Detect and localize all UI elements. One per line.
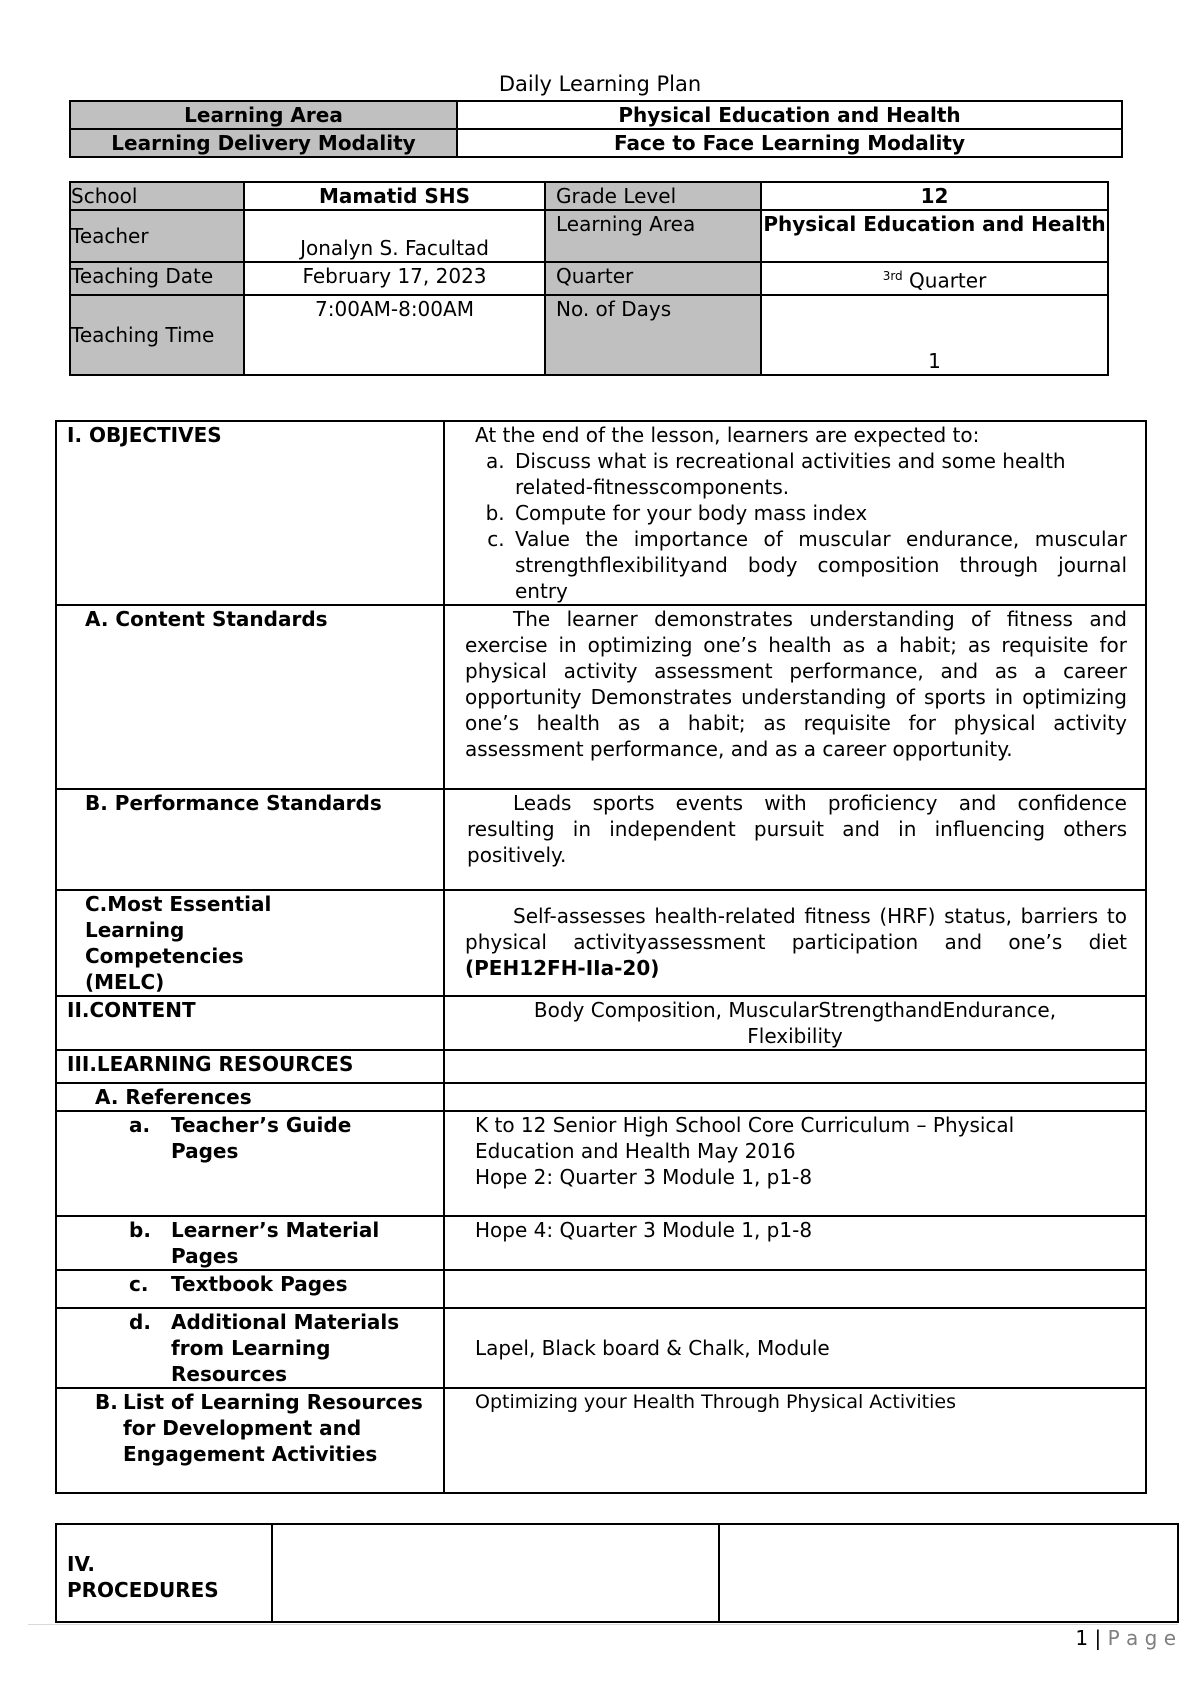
textbook-label: Textbook Pages bbox=[171, 1272, 348, 1296]
learning-resources-value bbox=[444, 1050, 1146, 1083]
school-value: Mamatid SHS bbox=[244, 182, 545, 210]
list-resources-cell: B. List of Learning Resources for Development and Engagement Activities bbox=[56, 1388, 444, 1493]
teaching-time-value: 7:00AM-8:00AM bbox=[244, 295, 545, 375]
content-text: Body Composition, MuscularStrengthandEndurance, Flexibility bbox=[444, 996, 1146, 1050]
quarter-sup: 3rd bbox=[882, 269, 903, 283]
grade-level-value: 12 bbox=[761, 182, 1108, 210]
objective-c: c. Value the importance of muscular endurance, muscular strengthflexibilityand body composition through journal entry bbox=[511, 526, 1127, 604]
footer-rule bbox=[28, 1624, 1178, 1625]
learners-material-text: Hope 4: Quarter 3 Module 1, p1-8 bbox=[444, 1216, 1146, 1270]
learning-area-value: Physical Education and Health bbox=[457, 101, 1122, 129]
no-of-days-label: No. of Days bbox=[545, 295, 761, 375]
grade-level-label: Grade Level bbox=[545, 182, 761, 210]
teachers-guide-text-1: K to 12 Senior High School Core Curriculum – Physical Education and Health May 2016 bbox=[475, 1113, 1015, 1163]
learning-area-table bbox=[69, 100, 1123, 158]
content-label: II.CONTENT bbox=[56, 996, 444, 1050]
teachers-guide-text-2: Hope 2: Quarter 3 Module 1, p1-8 bbox=[475, 1165, 813, 1189]
learning-area-label: Learning Area bbox=[70, 101, 457, 129]
references-label: A. References bbox=[56, 1083, 444, 1111]
objectives-list bbox=[475, 448, 1127, 604]
page-footer: 1 | P a g e bbox=[1075, 1626, 1176, 1650]
school-info-table bbox=[69, 181, 1109, 376]
teachers-guide-cell: a. Teacher’s Guide Pages bbox=[56, 1111, 444, 1216]
additional-materials-text: Lapel, Black board & Chalk, Module bbox=[444, 1308, 1146, 1388]
learning-area-label-2: Learning Area bbox=[545, 210, 761, 262]
no-of-days-value: 1 bbox=[761, 295, 1108, 375]
quarter-label: Quarter bbox=[545, 262, 761, 295]
procedures-cell-2 bbox=[272, 1524, 719, 1622]
melc-label: C.Most Essential Learning Competencies (MELC) bbox=[56, 890, 444, 996]
quarter-value: Quarter bbox=[909, 268, 987, 293]
teacher-value: Jonalyn S. Facultad bbox=[244, 210, 545, 262]
school-label: School bbox=[70, 182, 244, 210]
additional-materials-cell: d. Additional Materials from Learning Resources bbox=[56, 1308, 444, 1388]
objectives-intro: At the end of the lesson, learners are expected to: bbox=[475, 423, 980, 447]
learning-resources-label: III.LEARNING RESOURCES bbox=[56, 1050, 444, 1083]
references-value bbox=[444, 1083, 1146, 1111]
performance-standards-label: B. Performance Standards bbox=[56, 789, 444, 890]
list-resources-label: List of Learning Resources for Development and Engagement Activities bbox=[123, 1390, 423, 1466]
learning-area-value-2: Physical Education and Health bbox=[761, 210, 1108, 262]
performance-standards-text: Leads sports events with proficiency and confidence resulting in independent pursuit and in influencing others positively. bbox=[444, 789, 1146, 890]
textbook-cell: c. Textbook Pages bbox=[56, 1270, 444, 1308]
procedures-label: IV. PROCEDURES bbox=[56, 1524, 272, 1622]
teachers-guide-value bbox=[444, 1111, 1146, 1216]
melc-cell bbox=[444, 890, 1146, 996]
page-number: 1 bbox=[1075, 1626, 1089, 1650]
learners-material-cell: b. Learner’s Material Pages bbox=[56, 1216, 444, 1270]
modality-value: Face to Face Learning Modality bbox=[457, 129, 1122, 157]
teaching-date-label: Teaching Date bbox=[70, 262, 244, 295]
melc-code: (PEH12FH-IIa-20) bbox=[465, 956, 660, 980]
additional-materials-label: Additional Materials from Learning Resources bbox=[171, 1310, 400, 1386]
modality-label: Learning Delivery Modality bbox=[70, 129, 457, 157]
lesson-plan-table bbox=[55, 420, 1147, 1494]
teacher-label: Teacher bbox=[70, 210, 244, 262]
objective-b: b. Compute for your body mass index bbox=[511, 500, 1127, 526]
objectives-label: I. OBJECTIVES bbox=[56, 421, 444, 605]
document-title: Daily Learning Plan bbox=[498, 72, 702, 96]
quarter-value-cell bbox=[761, 262, 1108, 295]
content-standards-label: A. Content Standards bbox=[56, 605, 444, 789]
content-standards-text: The learner demonstrates understanding of fitness and exercise in optimizing one’s health as a habit; as requisite for physical activity assessment performance, and as a career opportunity Demonstrates understanding of sports in optimizing one’s health as a habit; as requisite for physical activity assessment performance, and as a career opportunity. bbox=[444, 605, 1146, 789]
procedures-table bbox=[55, 1523, 1179, 1623]
procedures-cell-3 bbox=[719, 1524, 1178, 1622]
teaching-time-label: Teaching Time bbox=[70, 295, 244, 375]
teachers-guide-label: Teacher’s Guide Pages bbox=[171, 1113, 352, 1163]
textbook-value bbox=[444, 1270, 1146, 1308]
list-resources-text: Optimizing your Health Through Physical Activities bbox=[444, 1388, 1146, 1493]
teaching-date-value: February 17, 2023 bbox=[244, 262, 545, 295]
learners-material-label: Learner’s Material Pages bbox=[171, 1218, 380, 1268]
page-word: P a g e bbox=[1107, 1626, 1176, 1650]
objective-a: a. Discuss what is recreational activities and some health related-fitnesscomponents. bbox=[511, 448, 1127, 500]
melc-text: Self-assesses health-related fitness (HRF) status, barriers to physical activityassessment participation and one’s diet bbox=[465, 904, 1127, 954]
objectives-cell bbox=[444, 421, 1146, 605]
